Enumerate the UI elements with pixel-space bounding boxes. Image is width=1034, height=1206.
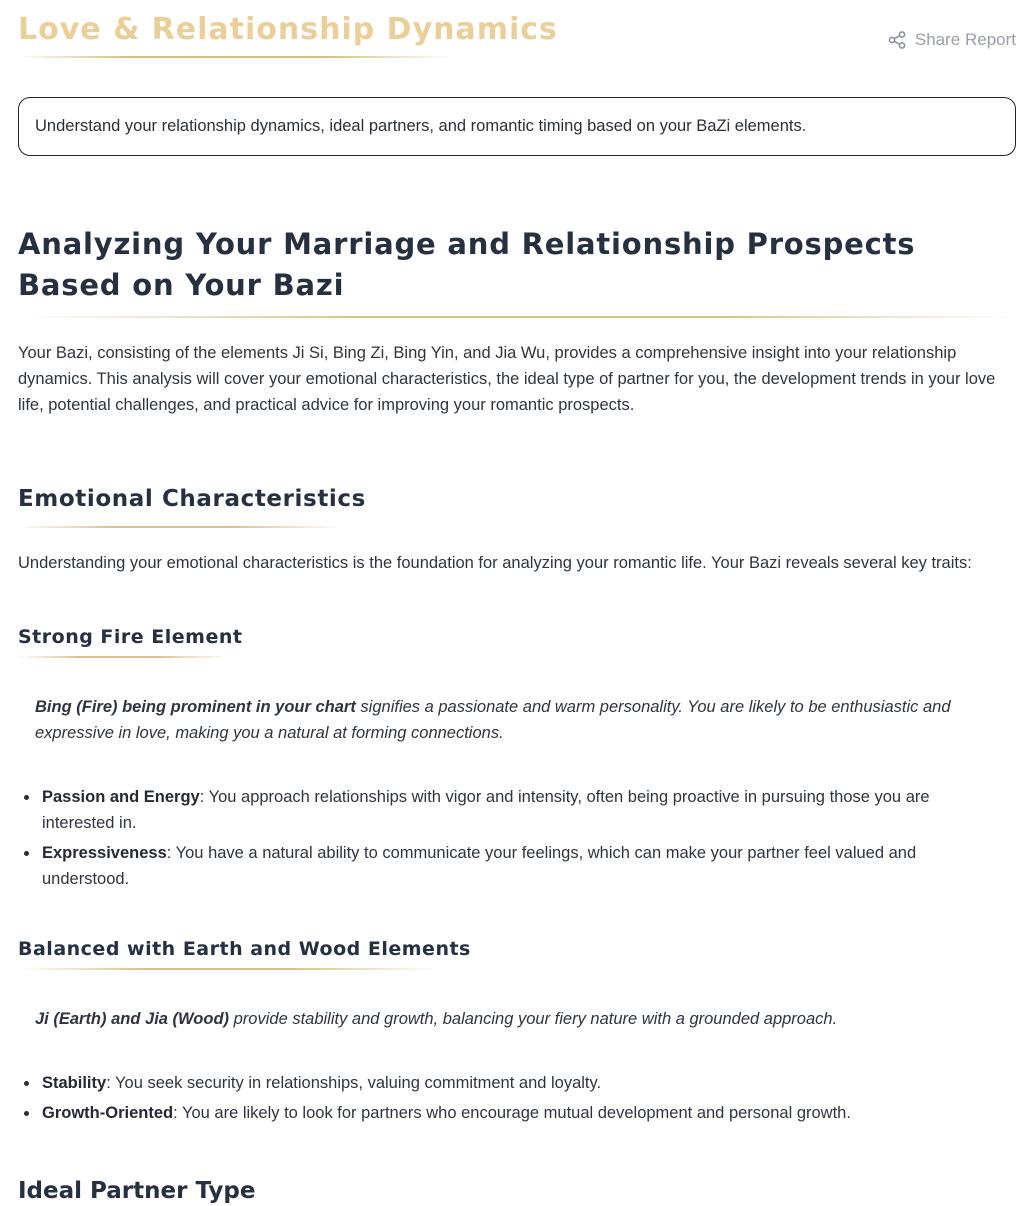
fire-heading-rule [18,656,228,658]
fire-quote-text: signifies a passionate and warm personality. You are likely to be enthusiastic and expressive in love, making you a natural at forming connections. [35,698,951,742]
intro-callout [18,97,1016,156]
emotional-heading-rule [18,526,343,528]
title-underline [18,56,453,58]
share-report-button[interactable] [887,30,1016,50]
bullet-term: Growth-Oriented [42,1104,174,1122]
earth-wood-quote-emphasis: Ji (Earth) and Jia (Wood) [35,1010,230,1028]
fire-quote-emphasis: Bing (Fire) being prominent in your chart [35,698,356,716]
bullet-term: Stability [42,1074,107,1092]
earth-wood-heading-rule [18,968,438,970]
bullet-text: : You are likely to look for partners who encourage mutual development and personal growth. [173,1104,851,1122]
fire-bullet-list [18,784,1016,892]
list-item [18,840,972,892]
fire-quote [18,694,985,746]
share-report-label: Share Report [914,30,1016,49]
report-header [18,0,1016,97]
share-icon [887,30,907,50]
bullet-text: : You have a natural ability to communicate your feelings, which can make your partner feel valued and understood. [42,844,917,888]
earth-wood-bullet-list [18,1070,1016,1126]
analysis-paragraph: Your Bazi, consisting of the elements Ji Si, Bing Zi, Bing Yin, and Jia Wu, provides a comprehensive insight into your relationship dynamics. This analysis will cover your emotional characteristics, the ideal type of partner for you, the development trends in your love life, potential challenges, and practical advice for improving your romantic prospects. [18,344,996,414]
report-page [18,0,1016,1206]
earth-wood-heading: Balanced with Earth and Wood Elements [18,938,471,960]
ideal-partner-heading: Ideal Partner Type [18,1178,256,1204]
list-item [18,1070,972,1096]
fire-heading: Strong Fire Element [18,626,243,648]
emotional-paragraph: Understanding your emotional characteristics is the foundation for analyzing your romantic life. Your Bazi reveals several key traits: [18,554,972,572]
bullet-term: Expressiveness [42,844,167,862]
intro-text: Understand your relationship dynamics, ideal partners, and romantic timing based on your BaZi elements. [35,117,807,135]
earth-wood-quote [18,1006,985,1032]
list-item [18,1100,972,1126]
earth-wood-quote-text: provide stability and growth, balancing your fiery nature with a grounded approach. [229,1010,838,1028]
analysis-heading-rule [18,316,1016,318]
list-item [18,784,972,836]
analysis-heading: Analyzing Your Marriage and Relationship Prospects Based on Your Bazi [18,227,916,302]
bullet-text: : You approach relationships with vigor and intensity, often being proactive in pursuing those you are interested in. [42,788,930,832]
bullet-text: : You seek security in relationships, valuing commitment and loyalty. [106,1074,602,1092]
page-title: Love & Relationship Dynamics [18,12,558,47]
emotional-heading: Emotional Characteristics [18,486,366,512]
bullet-term: Passion and Energy [42,788,200,806]
